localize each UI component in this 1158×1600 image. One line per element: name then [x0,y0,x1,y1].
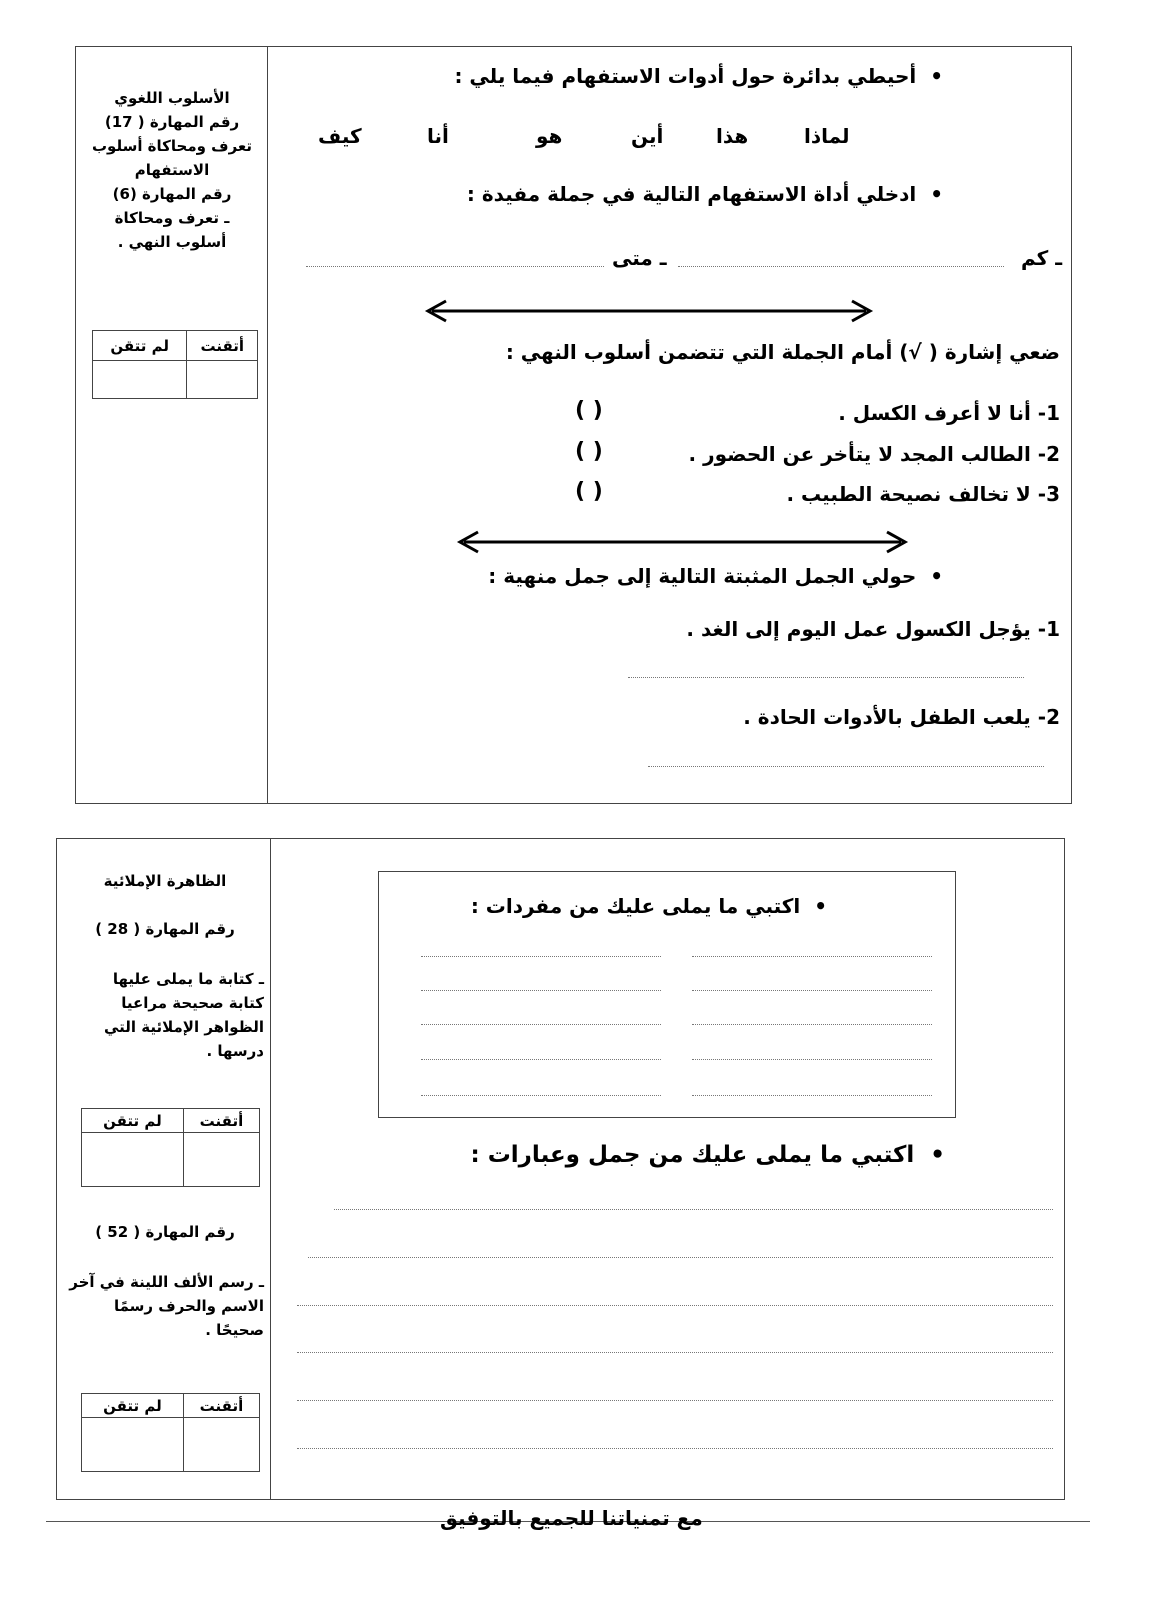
sidebar-2-title: الظاهرة الإملائية [103,872,227,890]
statement-item: 2- الطالب المجد لا يتأخر عن الحضور . [688,442,1060,466]
skill-number: رقم المهارة ( 28 ) [95,920,235,938]
word-line[interactable] [421,956,661,957]
question-text: ادخلي أداة الاستفهام التالية في جملة مفيدة : [466,182,917,206]
word-line[interactable] [421,990,661,991]
sentence-line[interactable] [334,1209,1053,1210]
question-text: حولي الجمل المثبتة التالية إلى جمل منهية : [488,564,917,588]
skill-description: تعرف ومحاكاة أسلوب [91,137,253,155]
interrogative-word[interactable]: هو [536,124,563,148]
question-4 [488,564,943,588]
not-mastered-header: لم تتقن [82,1109,184,1133]
word-line[interactable] [692,1095,932,1096]
word-line[interactable] [421,1024,661,1025]
sidebar-title: الأسلوب اللغوي [114,89,230,107]
question-3: ضعي إشارة ( √) أمام الجملة التي تتضمن أسلوب النهي : [505,340,1060,364]
skill-number: رقم المهارة ( 17) [104,113,240,131]
dictation-sentences-title [470,1142,945,1168]
sentence-line[interactable] [297,1352,1053,1353]
statement-item: 1- أنا لا أعرف الكسل . [838,401,1060,425]
skill-description: درسها . [206,1042,264,1060]
bullet-icon: • [916,564,943,588]
interrogative-word[interactable]: أين [631,124,664,148]
interrogative-word[interactable]: لماذا [804,124,850,148]
sentence-line[interactable] [308,1257,1053,1258]
not-mastered-cell[interactable] [82,1133,184,1187]
interrogative-word[interactable]: أنا [427,124,449,148]
answer-line[interactable] [648,766,1044,767]
check-box[interactable]: ( ) [575,479,603,504]
skill-52-description [60,1270,264,1342]
bullet-icon: • [914,1142,945,1168]
mastery-table [81,1108,260,1187]
mastered-cell[interactable] [183,1418,259,1472]
bullet-icon: • [800,894,827,918]
footer-text: مع تمنياتنا للجميع بالتوفيق [440,1506,703,1530]
interrogative-word[interactable]: هذا [716,124,749,148]
check-box[interactable]: ( ) [575,439,603,464]
question-text: اكتبي ما يملى عليك من جمل وعبارات : [470,1142,915,1168]
not-mastered-header: لم تتقن [82,1394,184,1418]
mata-label: ـ متى [612,246,667,270]
word-line[interactable] [421,1095,661,1096]
skill-description: أسلوب النهي . [117,233,227,251]
word-line[interactable] [692,956,932,957]
mastered-header: أتقنت [183,1394,259,1418]
mastery-table [81,1393,260,1472]
mastered-header: أتقنت [187,331,258,361]
dictation-words-title [471,894,827,918]
mastered-cell[interactable] [183,1133,259,1187]
bullet-icon: • [916,64,943,88]
bullet-icon: • [916,182,943,206]
statement-item: 3- لا تخالف نصيحة الطبيب . [786,482,1060,506]
check-box[interactable]: ( ) [575,398,603,423]
word-line[interactable] [692,1024,932,1025]
skill-number: رقم المهارة ( 52 ) [95,1223,235,1241]
word-line[interactable] [421,1059,661,1060]
skill-description: ـ كتابة ما يملى عليها [112,970,264,988]
answer-line[interactable] [628,677,1024,678]
skill-description: الظواهر الإملائية التي [103,1018,264,1036]
word-line[interactable] [692,990,932,991]
skill-description: الاسم والحرف رسمًا [113,1297,264,1315]
skill-description: صحيحًا . [205,1321,264,1339]
skill-description: ـ رسم الألف اللينة في آخر [69,1273,264,1291]
kam-label: ـ كم [1021,246,1063,270]
sentence-item: 2- يلعب الطفل بالأدوات الحادة . [743,705,1060,729]
sentence-item: 1- يؤجل الكسول عمل اليوم إلى الغد . [686,617,1060,641]
sentence-line[interactable] [297,1305,1053,1306]
section-2-divider [270,838,271,1500]
sentence-line[interactable] [297,1448,1053,1449]
question-text: اكتبي ما يملى عليك من مفردات : [470,894,801,918]
skill-number: رقم المهارة (6) [112,185,232,203]
not-mastered-header: لم تتقن [93,331,187,361]
word-line[interactable] [692,1059,932,1060]
interrogative-word[interactable]: كيف [318,124,362,148]
mastered-header: أتقنت [183,1109,259,1133]
sentence-line[interactable] [297,1400,1053,1401]
question-text: أحيطي بدائرة حول أدوات الاستفهام فيما يلي : [454,64,917,88]
not-mastered-cell[interactable] [82,1418,184,1472]
skill-28-description [60,967,264,1063]
skill-description: كتابة صحيحة مراعيا [121,994,264,1012]
skill-description: الاستفهام [134,161,210,179]
skill-description: ـ تعرف ومحاكاة [114,209,230,227]
